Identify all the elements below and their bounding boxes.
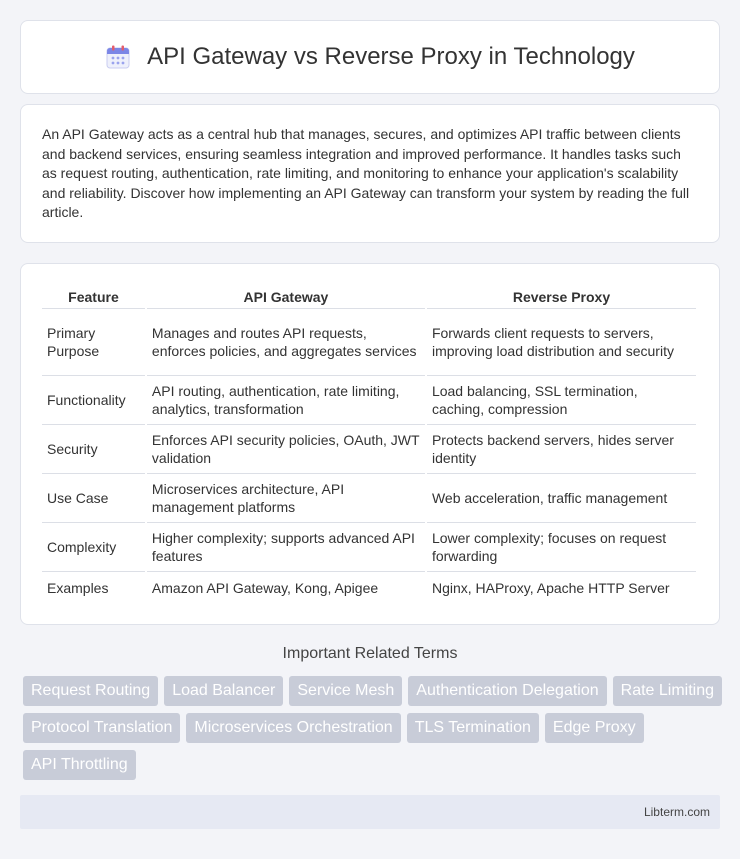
related-terms-list [23,676,723,780]
table-row [42,309,696,376]
row-api-gateway: Manages and routes API requests, enforces policies, and aggregates services [147,309,425,376]
row-api-gateway: Amazon API Gateway, Kong, Apigee [151,579,379,596]
tag-service-mesh[interactable]: Service Mesh [289,676,402,706]
tag-edge-proxy[interactable]: Edge Proxy [545,713,644,743]
tag-request-routing[interactable]: Request Routing [23,676,158,706]
row-feature: Complexity [42,523,145,572]
intro-card [20,104,720,243]
row-reverse-proxy: Protects backend servers, hides server identity [427,425,696,474]
intro-text: An API Gateway acts as a central hub that manages, secures, and optimizes API traffic between clients and backend services, ensuring seamless integration and improved performance. It handles tasks such as request routing, authentication, rate limiting, and monitoring to enhance your application's scalability and reliability. Discover how implementing an API Gateway can transform your system by reading the full article. [42,126,690,221]
table-header-row [42,285,696,309]
related-terms-title: Important Related Terms [282,645,458,662]
title-card [20,20,720,94]
comparison-table [40,285,698,603]
tag-authentication-delegation[interactable]: Authentication Delegation [408,676,606,706]
header-reverse-proxy: Reverse Proxy [427,285,696,309]
row-api-gateway: API routing, authentication, rate limiting, analytics, transformation [147,376,425,425]
tag-load-balancer[interactable]: Load Balancer [164,676,283,706]
tag-protocol-translation[interactable]: Protocol Translation [23,713,180,743]
row-feature: Use Case [42,474,145,523]
calendar-icon [105,44,131,70]
row-reverse-proxy: Forwards client requests to servers, improving load distribution and security [427,309,696,376]
row-reverse-proxy: Nginx, HAProxy, Apache HTTP Server [431,579,670,596]
page-title: API Gateway vs Reverse Proxy in Technology [147,43,635,70]
footer-site-link[interactable]: Libterm.com [643,805,710,819]
header-api-gateway: API Gateway [147,285,425,309]
tag-microservices-orchestration[interactable]: Microservices Orchestration [186,713,400,743]
row-api-gateway: Microservices architecture, API management platforms [147,474,425,523]
table-row [42,474,696,523]
row-feature: Functionality [42,376,145,425]
row-api-gateway: Enforces API security policies, OAuth, JWT validation [147,425,425,474]
row-api-gateway: Higher complexity; supports advanced API features [147,523,425,572]
tag-tls-termination[interactable]: TLS Termination [407,713,539,743]
table-row [42,572,696,603]
comparison-card [20,263,720,625]
table-row [42,523,696,572]
row-feature: Primary Purpose [42,309,145,376]
header-feature: Feature [42,285,145,309]
row-feature: Examples [47,579,109,596]
tag-api-throttling[interactable]: API Throttling [23,750,136,780]
row-reverse-proxy: Lower complexity; focuses on request forwarding [427,523,696,572]
row-reverse-proxy: Web acceleration, traffic management [427,474,696,523]
footer [20,795,720,829]
tag-rate-limiting[interactable]: Rate Limiting [613,676,722,706]
table-row [42,376,696,425]
table-row [42,425,696,474]
row-reverse-proxy: Load balancing, SSL termination, caching, compression [427,376,696,425]
row-feature: Security [42,425,145,474]
